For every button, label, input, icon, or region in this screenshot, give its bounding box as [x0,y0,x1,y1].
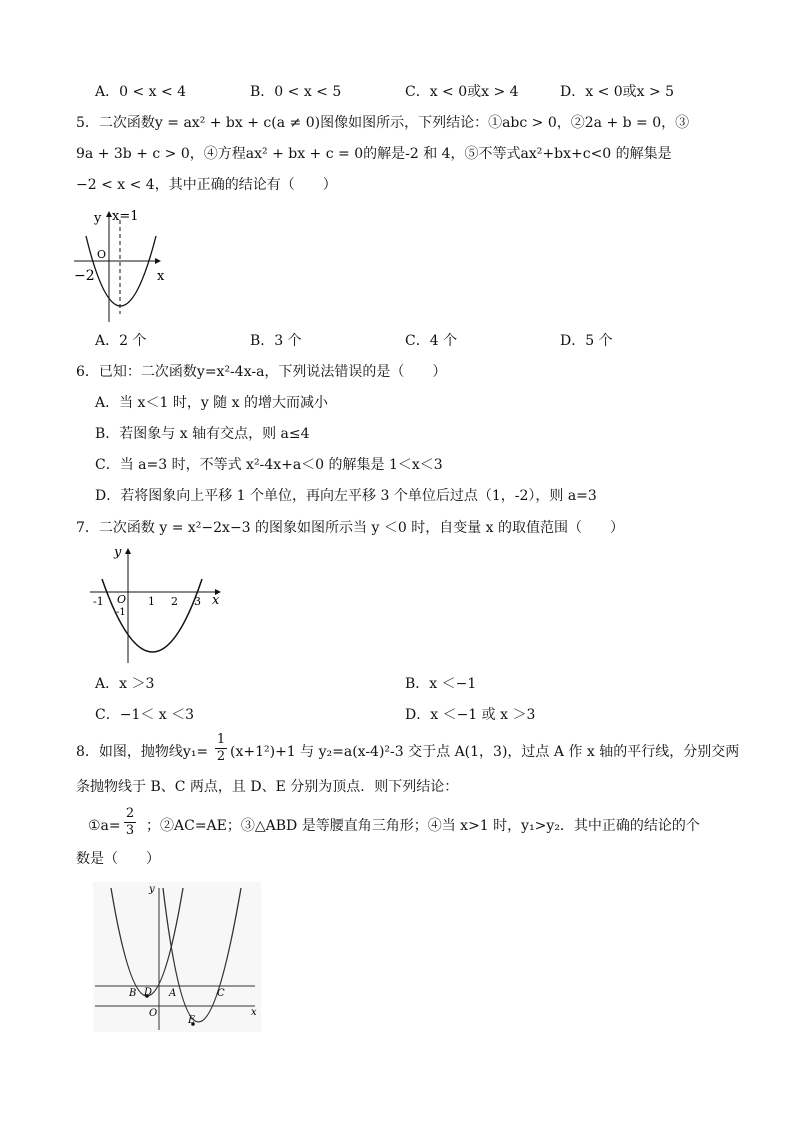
q8-point-a-label: A [169,988,177,999]
q7-tick-2: 2 [171,595,178,608]
q4-option-b: B．0 < x < 5 [250,84,342,100]
q8-point-b-label: B [129,988,137,999]
q6-option-b: B．若图象与 x 轴有交点，则 a≤4 [95,426,310,442]
q7-x-label: x [212,593,220,608]
q4-option-c: C．x < 0或x > 4 [405,84,519,100]
q8-y-label: y [149,884,155,895]
q5-option-d: D．5 个 [560,333,613,349]
q4-option-d: D．x < 0或x > 5 [560,84,675,100]
q6-stem: 6．已知：二次函数y=x²-4x-a，下列说法错误的是（ ） [76,364,447,380]
q6-option-d: D．若将图象向上平移 1 个单位，再向左平移 3 个单位后过点（1，-2），则 a=3 [95,488,597,504]
q5-axis-label: x=1 [112,209,139,224]
q7-tick-neg1: -1 [93,595,104,608]
q7-tick-3: 3 [194,595,201,608]
q5-option-a: A．2 个 [95,333,147,349]
q5-option-c: C．4 个 [405,333,458,349]
q8-frac2-denominator: 3 [125,823,135,838]
q4-option-a: A．0 < x < 4 [95,84,187,100]
q7-figure [88,545,228,665]
q5-stem-line3: −2 < x < 4，其中正确的结论有（ ） [76,177,337,193]
q7-tick-1: 1 [148,595,155,608]
q6-option-a: A．当 x＜1 时，y 随 x 的增大而减小 [95,395,328,411]
q7-tick-y-neg1: -1 [116,607,126,618]
q6-option-c: C．当 a=3 时，不等式 x²-4x+a＜0 的解集是 1＜x＜3 [95,457,443,473]
q5-stem-line1: 5．二次函数y = ax² + bx + c(a ≠ 0)图像如图所示，下列结论：①abc > 0，②2a + b = 0，③ [76,115,690,131]
q8-stem-line2: 条抛物线于 B、C 两点，且 D、E 分别为顶点．则下列结论： [76,779,459,795]
q8-point-c-label: C [217,988,225,999]
q8-fraction-half [215,733,227,764]
q5-y-label: y [94,211,102,226]
q7-origin-label: O [117,593,127,606]
q5-x-label: x [157,269,165,284]
q8-frac1-denominator: 2 [216,749,226,764]
q8-stem-line1-start: 8．如图，抛物线y₁= [76,744,209,760]
q5-root-label: −2 [74,268,95,284]
q8-point-e-label: E [188,1015,196,1026]
q5-figure [72,206,172,324]
q8-x-label: x [251,1007,257,1018]
q7-option-a: A．x ＞3 [95,676,155,692]
q8-point-d-label: D [144,987,153,998]
q7-y-label: y [114,545,122,560]
q8-stem-line3-start: ①a= [88,818,121,834]
q8-frac2-numerator: 2 [125,806,135,821]
q5-parabola [86,236,156,306]
q7-stem: 7．二次函数 y = x²−2x−3 的图象如图所示当 y ＜0 时，自变量 x 的取值范围（ ） [76,520,624,536]
q5-option-b: B．3 个 [250,333,302,349]
q7-option-d: D．x ＜−1 或 x ＞3 [405,707,536,723]
q8-stem-line1-end: (x+1²)+1 与 y₂=a(x-4)²-3 交于点 A(1，3)，过点 A 作 x 轴的平行线，分别交两 [230,744,740,760]
q5-stem-line2: 9a + 3b + c > 0，④方程ax² + bx + c = 0的解是-2 和 4，⑤不等式ax²+bx+c<0 的解集是 [76,146,672,162]
q8-origin-label: O [149,1008,158,1019]
q7-option-c: C．−1＜ x ＜3 [95,707,195,723]
q8-stem-line4: 数是（ ） [76,851,160,867]
q8-frac1-numerator: 1 [216,732,226,747]
q7-option-b: B．x ＜−1 [405,676,477,692]
q8-figure [93,882,261,1032]
q5-origin-label: O [97,248,107,261]
q8-stem-line3-end: ；②AC=AE；③△ABD 是等腰直角三角形；④当 x>1 时，y₁>y₂．其中正确的结论的个 [146,818,700,834]
q8-figure-background [93,882,261,1032]
q8-fraction-two-thirds [124,807,136,838]
